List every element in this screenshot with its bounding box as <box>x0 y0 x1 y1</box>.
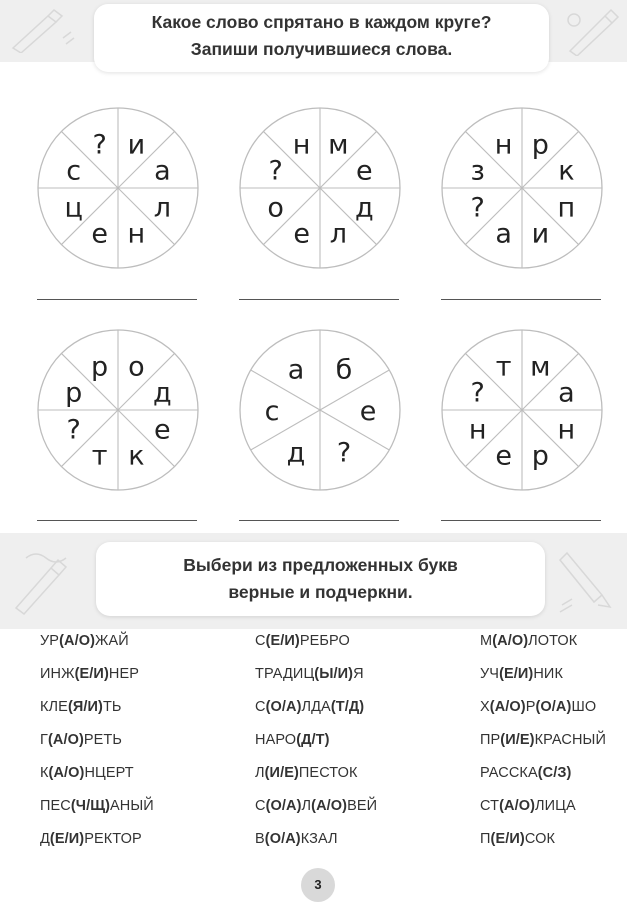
word-part: П <box>480 831 491 847</box>
letter-choice[interactable]: (Ч/Щ) <box>70 798 111 814</box>
wheel-letter: н <box>292 129 311 161</box>
wheel-question-mark: ? <box>470 192 485 224</box>
letter-choice[interactable]: (А/О) <box>59 633 96 649</box>
word-with-choice[interactable] <box>40 666 139 682</box>
wheel-letter: д <box>355 192 374 224</box>
word-with-choice[interactable] <box>480 732 606 748</box>
wheel-letter: о <box>267 192 284 224</box>
word-with-choice[interactable] <box>40 633 129 649</box>
word-part: Р <box>525 699 536 715</box>
word-with-choice[interactable] <box>255 633 350 649</box>
word-part: РАССКА <box>480 765 538 781</box>
task1-title <box>94 4 549 72</box>
wheel-letter: к <box>558 155 575 187</box>
wheel-letter: о <box>128 351 145 383</box>
word-with-choice[interactable] <box>480 765 571 781</box>
word-part: АНЫЙ <box>110 798 154 814</box>
wheel-letter: и <box>531 218 550 250</box>
wheel-letter: м <box>328 129 349 161</box>
letter-choice[interactable]: (А/О) <box>492 633 529 649</box>
task1-title-line2: Запиши получившиеся слова. <box>190 39 453 59</box>
letter-choice[interactable]: (О/А) <box>535 699 572 715</box>
wheel-letter: е <box>359 396 377 427</box>
answer-line[interactable] <box>37 520 197 521</box>
wheel-letter: д <box>153 377 172 409</box>
letter-choice[interactable]: (Т/Д) <box>330 699 365 715</box>
letter-choice[interactable]: (Е/И) <box>74 666 109 682</box>
letter-choice[interactable]: (Е/И) <box>265 633 300 649</box>
word-part: НИК <box>533 666 563 682</box>
task1-title-line1: Какое слово спрятано в каждом круге? <box>151 12 492 32</box>
wheel-letter: ц <box>64 192 83 224</box>
wheel-letter: а <box>495 218 512 250</box>
letter-choice[interactable]: (А/О) <box>48 765 85 781</box>
letter-choice[interactable]: (Е/И) <box>499 666 534 682</box>
letter-choice[interactable]: (Ы/И) <box>314 666 354 682</box>
answer-line[interactable] <box>441 299 601 300</box>
word-part: Л <box>301 798 312 814</box>
wheel-letter: а <box>154 155 171 187</box>
answer-line[interactable] <box>239 299 399 300</box>
word-with-choice[interactable] <box>255 831 338 847</box>
wheel-letter: н <box>468 414 487 446</box>
task2-title-line2: верные и подчеркни. <box>228 582 413 602</box>
letter-wheel <box>432 98 612 278</box>
answer-line[interactable] <box>441 520 601 521</box>
pencil-doodle-icon <box>552 545 622 617</box>
letter-wheel <box>230 98 410 278</box>
word-part: КЗАЛ <box>300 831 338 847</box>
word-with-choice[interactable] <box>40 732 122 748</box>
wheel-question-mark: ? <box>66 414 81 446</box>
wheel-question-mark: ? <box>92 129 107 161</box>
word-part: УР <box>40 633 60 649</box>
wheel-letter: е <box>495 440 512 472</box>
answer-line[interactable] <box>239 520 399 521</box>
answer-line[interactable] <box>37 299 197 300</box>
word-with-choice[interactable] <box>255 666 364 682</box>
wheel-letter: с <box>66 155 82 187</box>
task2-title <box>96 542 545 616</box>
word-part: ШО <box>571 699 597 715</box>
wheel-letter: д <box>286 437 306 469</box>
letter-choice[interactable]: (Е/И) <box>490 831 525 847</box>
task2-title-line1: Выбери из предложенных букв <box>183 555 458 575</box>
word-part: Д <box>40 831 50 847</box>
wheel-letter: е <box>293 218 310 250</box>
word-with-choice[interactable] <box>40 765 134 781</box>
word-part: НАРО <box>255 732 297 748</box>
word-with-choice[interactable] <box>255 732 330 748</box>
pencil-doodle-icon <box>560 6 622 56</box>
word-part: УЧ <box>480 666 500 682</box>
word-part: Л <box>255 765 265 781</box>
wheel-letter: л <box>329 218 348 250</box>
word-with-choice[interactable] <box>480 666 563 682</box>
wheel-letter: а <box>558 377 575 409</box>
letter-choice[interactable]: (О/А) <box>264 831 301 847</box>
word-part: К <box>40 765 49 781</box>
word-with-choice[interactable] <box>40 798 154 814</box>
letter-wheel <box>28 320 208 500</box>
letter-choice[interactable]: (А/О) <box>311 798 348 814</box>
wheel-letter: а <box>287 354 305 386</box>
word-part: ПР <box>480 732 501 748</box>
pencil-doodle-icon <box>6 548 76 618</box>
word-part: ТЬ <box>102 699 122 715</box>
letter-choice[interactable]: (О/А) <box>265 798 302 814</box>
letter-choice[interactable]: (И/Е) <box>500 732 535 748</box>
wheel-letter: р <box>65 377 83 409</box>
word-part: ТРАДИЦ <box>255 666 315 682</box>
word-part: С <box>255 798 266 814</box>
wheel-letter: е <box>91 218 108 250</box>
word-part: НЦЕРТ <box>84 765 134 781</box>
word-part: С <box>255 633 266 649</box>
letter-choice[interactable]: (Д/Т) <box>296 732 330 748</box>
letter-choice[interactable]: (А/О) <box>47 732 84 748</box>
letter-wheel <box>230 320 410 500</box>
word-part: РЕКТОР <box>84 831 142 847</box>
word-part: С <box>255 699 266 715</box>
wheel-letter: е <box>154 414 171 446</box>
wheel-letter: п <box>557 192 576 224</box>
wheel-letter: р <box>531 440 549 472</box>
word-with-choice[interactable] <box>480 633 577 649</box>
wheel-letter: т <box>91 440 108 472</box>
word-part: Х <box>480 699 490 715</box>
page-number: 3 <box>301 868 335 902</box>
word-with-choice[interactable] <box>255 765 358 781</box>
wheel-letter: т <box>495 351 512 383</box>
word-with-choice[interactable] <box>480 798 576 814</box>
wheel-letter: р <box>91 351 109 383</box>
pencil-doodle-icon <box>8 8 78 53</box>
word-part: ЛИЦА <box>535 798 576 814</box>
word-with-choice[interactable] <box>480 831 555 847</box>
word-part: СТ <box>480 798 500 814</box>
word-with-choice[interactable] <box>480 699 596 715</box>
word-part: В <box>255 831 265 847</box>
word-part: ПЕС <box>40 798 71 814</box>
letter-wheel <box>28 98 208 278</box>
word-part: ИНЖ <box>40 666 75 682</box>
wheel-question-mark: ? <box>470 377 485 409</box>
word-part: ПЕСТОК <box>298 765 358 781</box>
word-part: КЛЕ <box>40 699 68 715</box>
wheel-letter: к <box>128 440 145 472</box>
word-part: РЕБРО <box>299 633 350 649</box>
word-with-choice[interactable] <box>255 699 364 715</box>
letter-choice[interactable]: (О/А) <box>265 699 302 715</box>
wheel-letter: з <box>470 155 485 187</box>
letter-choice[interactable]: (А/О) <box>489 699 526 715</box>
wheel-letter: е <box>356 155 373 187</box>
word-with-choice[interactable] <box>255 798 377 814</box>
word-part: Я <box>353 666 364 682</box>
letter-choice[interactable]: (И/Е) <box>264 765 299 781</box>
letter-choice[interactable]: (Е/И) <box>49 831 85 847</box>
letter-choice[interactable]: (С/З) <box>537 765 572 781</box>
wheel-letter: б <box>335 354 353 386</box>
letter-choice[interactable]: (А/О) <box>499 798 535 814</box>
wheel-letter: н <box>494 129 513 161</box>
wheel-question-mark: ? <box>268 155 283 187</box>
word-part: ЖАЙ <box>95 633 129 649</box>
word-part: ЛОТОК <box>528 633 578 649</box>
wheel-letter: р <box>531 129 549 161</box>
word-part: Г <box>40 732 48 748</box>
word-part: КРАСНЫЙ <box>534 732 606 748</box>
wheel-letter: н <box>557 414 576 446</box>
wheel-letter: и <box>127 129 146 161</box>
wheel-question-mark: ? <box>336 437 352 469</box>
wheel-letter: с <box>264 396 280 427</box>
word-part: М <box>480 633 493 649</box>
word-part: ВЕЙ <box>347 798 378 814</box>
word-with-choice[interactable] <box>40 699 122 715</box>
word-with-choice[interactable] <box>40 831 142 847</box>
wheel-letter: н <box>127 218 146 250</box>
letter-wheel <box>432 320 612 500</box>
letter-choice[interactable]: (Я/И) <box>67 699 103 715</box>
wheel-letter: л <box>153 192 171 224</box>
word-part: ЛДА <box>301 699 331 715</box>
word-part: НЕР <box>108 666 139 682</box>
word-part: РЕТЬ <box>83 732 123 748</box>
wheel-letter: м <box>530 351 551 383</box>
word-part: СОК <box>524 831 555 847</box>
